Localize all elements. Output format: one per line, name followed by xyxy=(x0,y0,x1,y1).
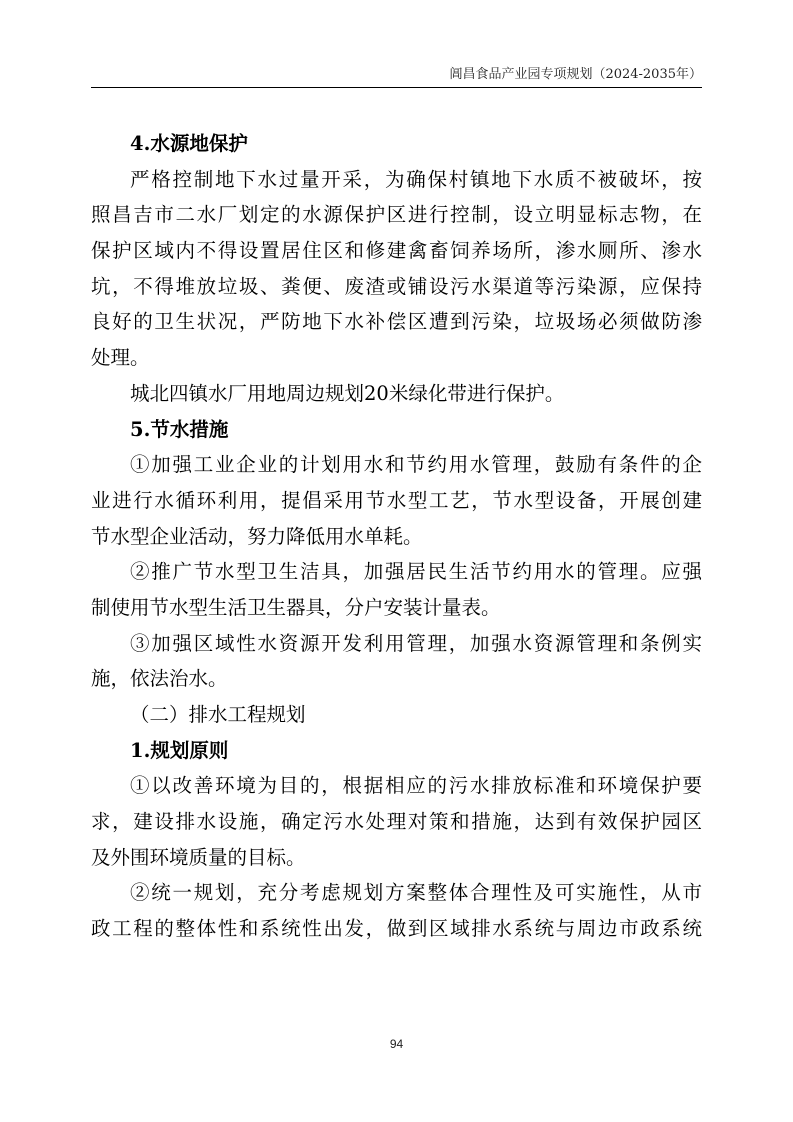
paragraph-line: 良好的卫生状况，严防地下水补偿区遭到污染，垃圾场必须做防渗 xyxy=(91,310,702,334)
section-heading-drainage: （二）排水工程规划 xyxy=(130,703,306,726)
paragraph-line: 节水型企业活动，努力降低用水单耗。 xyxy=(91,524,423,548)
paragraph-line: 业进行水循环利用，提倡采用节水型工艺，节水型设备，开展创建 xyxy=(91,488,702,512)
paragraph-line: ①加强工业企业的计划用水和节约用水管理，鼓励有条件的企 xyxy=(130,453,702,477)
paragraph-line: ②推广节水型卫生洁具，加强居民生活节约用水的管理。应强 xyxy=(130,560,702,584)
paragraph-line: 严格控制地下水过量开采，为确保村镇地下水质不被破坏，按 xyxy=(130,167,702,191)
paragraph-line: 保护区域内不得设置居住区和修建禽畜饲养场所，渗水厕所、渗水 xyxy=(91,239,702,263)
paragraph-line: ③加强区域性水资源开发利用管理，加强水资源管理和条例实 xyxy=(130,631,702,655)
paragraph-line: 及外围环境质量的目标。 xyxy=(91,845,306,869)
paragraph-line: 求，建设排水设施，确定污水处理对策和措施，达到有效保护园区 xyxy=(91,810,702,834)
document-title: 阊昌食品产业园专项规划（2024-2035年） xyxy=(449,67,702,82)
paragraph-line: ②统一规划，充分考虑规划方案整体合理性及可实施性，从市 xyxy=(130,881,702,905)
paragraph-line: 城北四镇水厂用地周边规划20米绿化带进行保护。 xyxy=(130,381,565,405)
page-number: 94 xyxy=(389,1037,404,1051)
heading-water-saving-measures: 5.节水措施 xyxy=(130,417,229,441)
running-header xyxy=(91,65,702,88)
paragraph-line: 制使用节水型生活卫生器具，分户安装计量表。 xyxy=(91,595,501,619)
heading-water-source-protection: 4.水源地保护 xyxy=(130,132,248,155)
paragraph-line: ①以改善环境为目的，根据相应的污水排放标准和环境保护要 xyxy=(130,774,702,798)
paragraph-line: 照昌吉市二水厂划定的水源保护区进行控制，设立明显标志物，在 xyxy=(91,203,702,227)
heading-planning-principles: 1.规划原则 xyxy=(130,738,229,762)
paragraph-line: 处理。 xyxy=(91,346,150,370)
paragraph-line: 施，依法治水。 xyxy=(91,667,228,691)
paragraph-line: 坑，不得堆放垃圾、粪便、废渣或铺设污水渠道等污染源，应保持 xyxy=(91,274,702,298)
paragraph-line: 政工程的整体性和系统性出发，做到区域排水系统与周边市政系统 xyxy=(91,917,702,941)
page-body xyxy=(91,126,702,947)
